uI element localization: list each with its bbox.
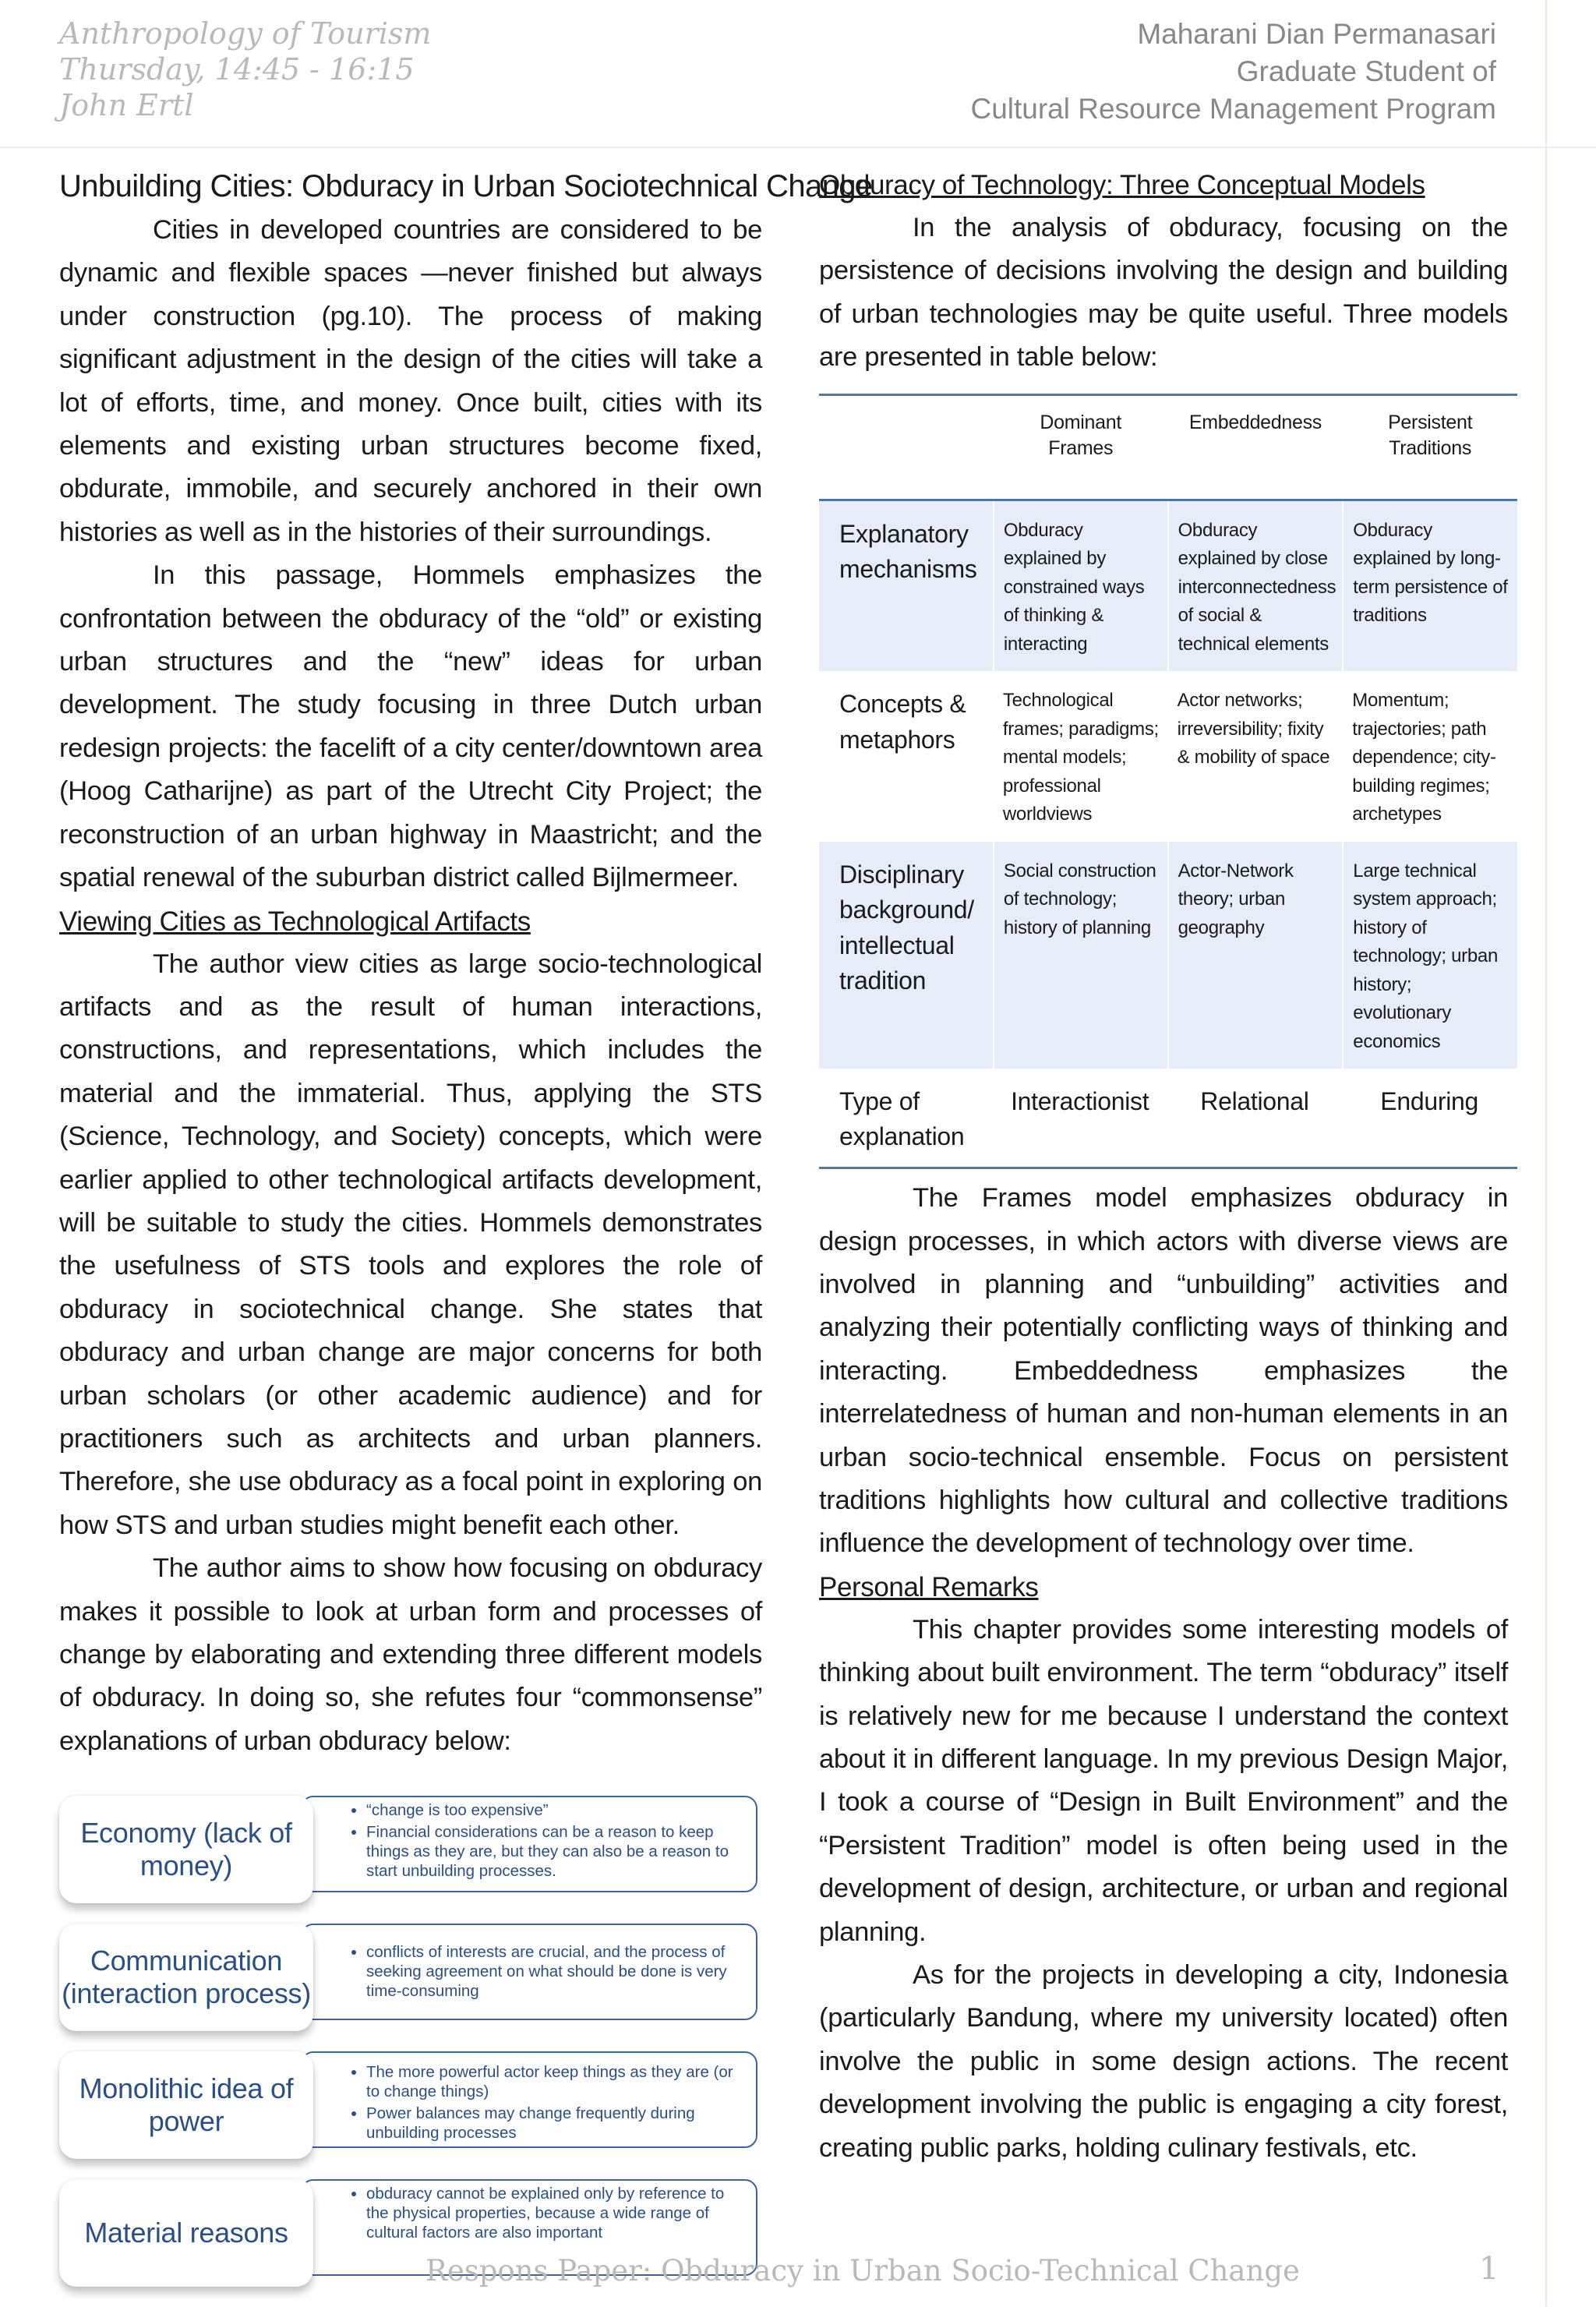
paragraph-indonesia: As for the projects in developing a city, Indonesia (particularly Bandung, where my university located) often involve the public in some design actions. The recent development involving the public is engaging a city forest, creating public parks, holding culinary festivals, etc. [819,1960,1508,2163]
explanation-row [59,1796,762,1924]
page-edge-rule [1545,0,1547,2306]
table-cell: Enduring [1380,1087,1478,1116]
explanation-point: • Financial considerations can be a reason to keep things as they are, but they can also be a reason to start unbuilding processes. [366,1822,748,1881]
explanation-point: • “change is too expensive” [366,1800,748,1820]
models-table [819,394,1517,1170]
section-heading-models: Obduracy of Technology: Three Conceptual Models [819,170,1425,200]
row-header: Explanatory mechanisms [819,500,994,671]
explanations-diagram [59,1796,762,2307]
author-info [795,16,1496,128]
paragraph-artifacts: The author view cities as large socio-technological artifacts and as the result of human interactions, constructions, and representations, which includes the material and the immaterial. Thus, applying the STS (Science, Technology, and Society) concepts, which were earlier applied to other technological artifacts development, will be suitable to study the cities. Hommels demonstrates the usefulness of STS tools and explores the role of obduracy in sociotechnical change. She states that obduracy and urban change are major concerns for both urban scholars (or other academic audience) and for practitioners such as architects and urban planners. Therefore, she use obduracy as a focal point in exploring on how STS and urban studies might benefit each other. [59,949,762,1540]
column-header-frames: Dominant Frames [1040,411,1122,459]
paragraph-remarks: This chapter provides some interesting models of thinking about built environment. The term “obduracy” itself is relatively new for me because I understand the context about it in different language. In my previous Design Major, I took a course of “Design in Built Environment” and the “Persistent Tradition” model is often being used in the development of design, architecture, or urban and regional planning. [819,1614,1508,1947]
table-row [819,1069,1517,1168]
table-cell: Technological frames; paradigms; mental models; professional worldviews [1002,690,1159,825]
explanation-box [301,2051,757,2148]
table-cell: Social construction of technology; history of planning [994,842,1168,1069]
author-program: Cultural Resource Management Program [970,93,1496,125]
author-status: Graduate Student of [1236,55,1496,87]
table-corner [819,394,994,500]
paragraph-aims: The author aims to show how focusing on obduracy makes it possible to look at urban form and processes of change by elaborating and extending three different models of obduracy. In doing so, she refutes four “commonsense” explanations of urban obduracy below: [59,1553,762,1756]
row-header: Disciplinary background/ intellectual tradition [819,842,994,1069]
course-name: Anthropology of Tourism [59,16,432,51]
author-name: Maharani Dian Permanasari [1137,18,1496,50]
column-header-traditions: Persistent Traditions [1388,411,1473,459]
explanation-point: • Power balances may change frequently during unbuilding processes [366,2104,748,2143]
instructor-name: John Ertl [59,88,194,122]
table-cell: Obduracy explained by close interconnectedness of social & technical elements [1168,500,1344,671]
table-row [819,671,1517,842]
course-time: Thursday, 14:45 - 16:15 [59,52,415,87]
paragraph-hommels: In this passage, Hommels emphasizes the confrontation between the obduracy of the “old” or existing urban structures and the “new” ideas for urban development. The study focusing in three Dutch urban redesign projects: the facelift of a city center/downtown area (Hoog Catharijne) as part of the Utrecht City Project; the reconstruction of an urban highway in Maastricht; and the spatial renewal of the suburban district called Bijlmermeer. [59,560,762,893]
table-row [819,500,1517,671]
explanation-card-communication: Communication (interaction process) [59,1924,313,2031]
table-cell: Obduracy explained by constrained ways of thinking & interacting [994,500,1168,671]
table-cell: Relational [1200,1087,1309,1116]
explanation-point: • obduracy cannot be explained only by reference to the physical properties, because a wide range of cultural factors are also important [366,2184,748,2242]
explanation-card-economy: Economy (lack of money) [59,1796,313,1903]
table-cell: Actor-Network theory; urban geography [1168,842,1344,1069]
explanation-row [59,1924,762,2051]
table-cell: Large technical system approach; history of technology; urban history; evolutionary economics [1343,842,1517,1069]
paragraph-intro: Cities in developed countries are considered to be dynamic and flexible spaces —never finished but always under construction (pg.10). The process of making significant adjustment in the design of the cities will take a lot of efforts, time, and money. Once built, cities with its elements and existing urban structures become fixed, obdurate, immobile, and securely anchored in their own histories as well as in the histories of their surroundings. [59,215,762,547]
paragraph-models-intro: In the analysis of obduracy, focusing on the persistence of decisions involving the design and building of urban technologies may be quite useful. Three models are presented in table below: [819,213,1508,373]
paragraph-models-discussion: The Frames model emphasizes obduracy in design processes, in which actors with diverse views are involved in planning and “unbuilding” activities and analyzing their potentially conflicting ways of thinking and interacting. Embeddedness emphasizes the interrelatedness of human and non-human elements in an urban socio-technical ensemble. Focus on persistent traditions highlights how cultural and collective traditions influence the development of technology over time. [819,1183,1508,1559]
explanation-point: • conflicts of interests are crucial, and the process of seeking agreement on what should be done is very time-consuming [366,1942,748,2001]
row-header: Concepts & metaphors [839,690,966,754]
column-header-embeddedness: Embeddedness [1188,411,1322,433]
explanation-card-material: Material reasons [59,2179,313,2287]
right-column [819,164,1508,2170]
paper-title: Unbuilding Cities: Obduracy in Urban Sociotechnical Change [59,169,873,203]
course-info [59,16,761,123]
table-cell: Momentum; trajectories; path dependence; city-building regimes; archetypes [1352,690,1496,825]
explanation-row [59,2051,762,2179]
table-header-row [819,394,1517,500]
section-heading-artifacts: Viewing Cities as Technological Artifacts [59,906,531,937]
explanation-card-power: Monolithic idea of power [59,2051,313,2159]
table-cell: Actor networks; irreversibility; fixity & mobility of space [1177,690,1330,768]
row-header: Type of explanation [839,1087,965,1151]
explanation-point: • The more powerful actor keep things as they are (or to change things) [366,2062,748,2101]
page-footer: Respons Paper: Obduracy in Urban Socio-Technical Change [425,2254,1300,2288]
explanation-box [301,1796,757,1892]
explanation-box [301,1924,757,2020]
table-cell: Interactionist [1011,1087,1149,1116]
page-header [0,0,1596,148]
table-cell: Obduracy explained by long-term persistence of traditions [1343,500,1517,671]
section-heading-remarks: Personal Remarks [819,1571,1039,1602]
page-number: 1 [1479,2251,1499,2287]
table-row [819,842,1517,1069]
